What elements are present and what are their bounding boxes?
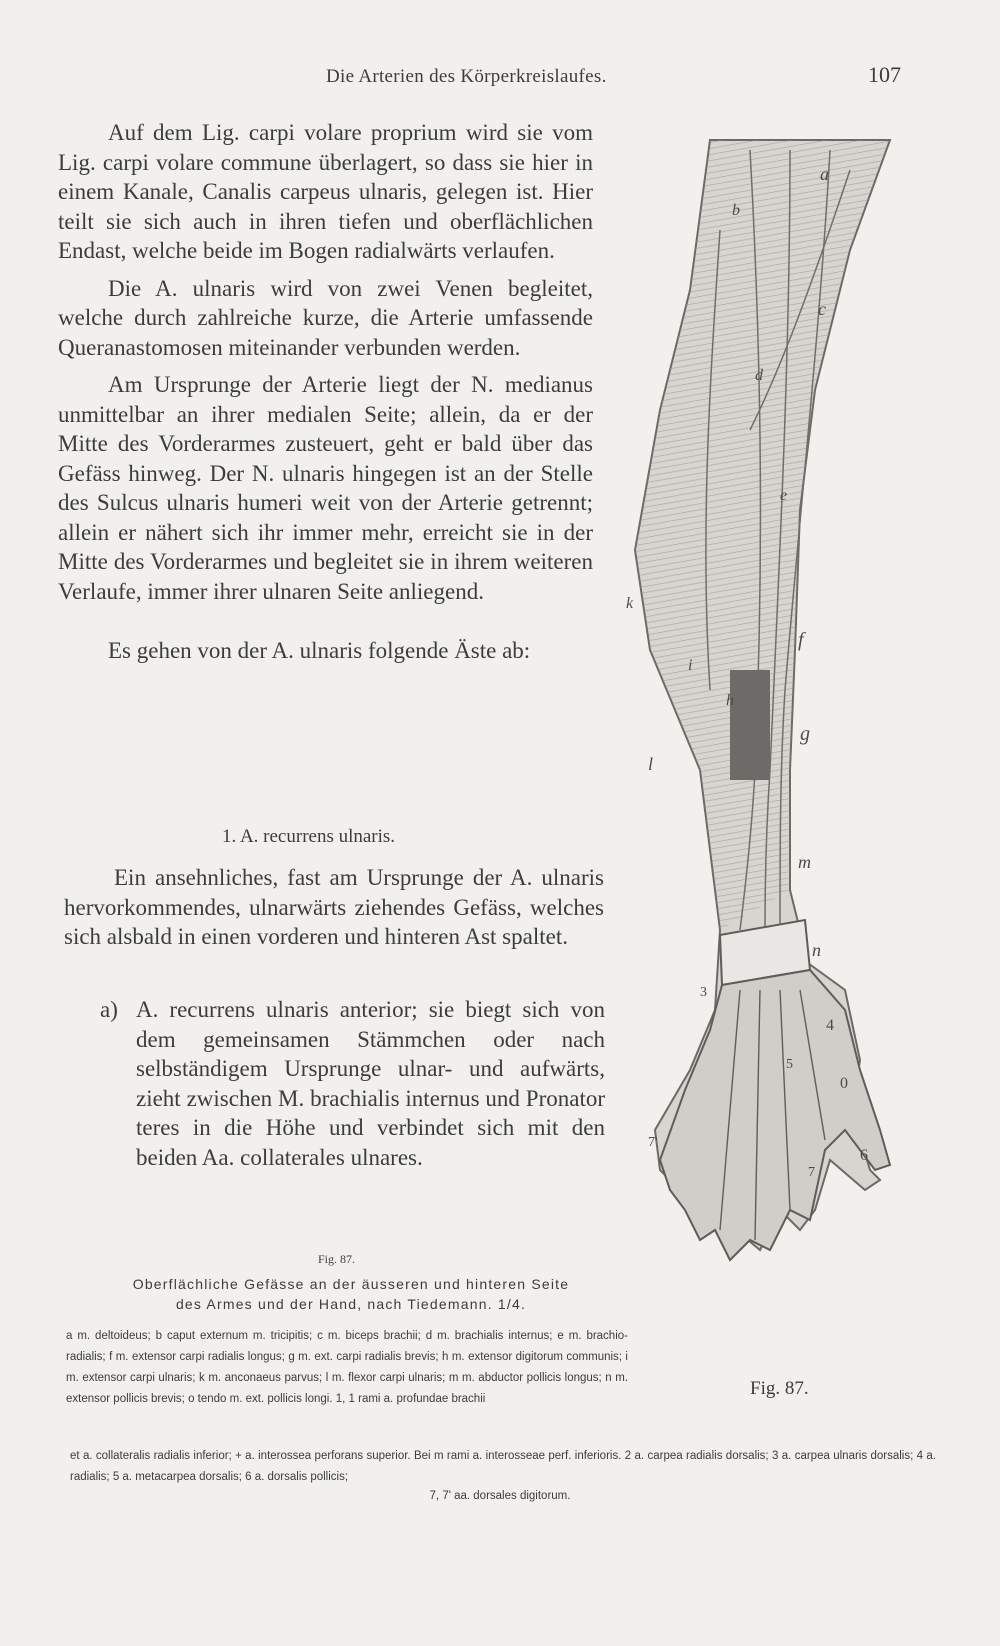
paragraph: Ein ansehnliches, fast am Ursprunge der A. ulnaris hervorkommendes, ulnarwärts ziehendes Gefäss, welches sich alsbald in einen vorderen und hinteren Ast spaltet. [64,865,604,949]
figure-label-right: Fig. 87. [750,1378,809,1399]
fig-letter-m: m [798,852,811,872]
fig-letter-4: 4 [826,1017,834,1034]
arm-illustration [626,130,910,1360]
recurrens-column [64,863,604,952]
running-head: Die Arterien des Körperkreislaufes. [326,66,607,87]
paragraph: Die A. ulnaris wird von zwei Venen begleitet, welche durch zahlreiche kurze, die Arterie umfassende Queranastomosen miteinander verbunden werden. [58,275,593,360]
fig-letter-o: 0 [840,1075,848,1092]
section-heading: 1. A. recurrens ulnaris. [222,826,396,847]
figure-legend-continued: et a. collateralis radialis inferior; + a. interossea perforans superior. Bei m rami a. interosseae perf. inferioris. 2 a. carpea radialis dorsalis; 3 a. carpea ulnaris dorsalis; 4 a. radialis; 5 a. metacarpea dorsalis; 6 a. dorsalis pollicis; [70,1450,936,1483]
figure-caption [66,1274,636,1314]
sub-item-text: A. recurrens ulnaris anterior; sie biegt sich von dem gemeinsamen Stämmchen oder nach selbständigem Ursprunge ulnar- und aufwärts, zieht zwischen M. brachialis internus und Pronator teres in die Höhe und verbindet sich mit den beiden Aa. collaterales ulnares. [136,997,605,1170]
fig-letter-7: 7 [808,1165,815,1180]
figure-label-small: Fig. 87. [318,1252,356,1266]
sub-item-mark: a) [100,997,118,1022]
fig-letter-b: b [732,202,740,219]
fig-letter-f: f [798,629,804,651]
fig-letter-i: i [688,657,693,674]
page-number: 107 [868,62,901,87]
paragraph: Es gehen von der A. ulnaris folgende Äste ab: [108,638,531,663]
fig-letter-3: 3 [700,985,707,1000]
fig-letter-a: a [820,164,829,184]
fig-letter-c: c [818,299,826,319]
paragraph: Am Ursprunge der Arterie liegt der N. medianus unmittelbar an ihrer medialen Seite; allein, da er der Mitte des Vorderarmes zusteuert, geht er bald über das Gefäss hinweg. Der N. ulnaris hingegen ist an der Stelle des Sulcus ulnaris humeri weit von der Arterie getrennt; allein er nähert sich ihr immer mehr, erreicht sie in der Mitte des Vorderarmes und begleitet sie in ihrem weiteren Verlaufe, immer ihrer ulnaren Seite anliegend. [58,372,593,604]
fig-letter-g: g [800,723,810,745]
caption-line: des Armes und der Hand, nach Tiedemann. 1/4. [175,1296,527,1312]
figure-legend-last: 7, 7' aa. dorsales digitorum. [429,1490,571,1502]
fig-letter-d: d [755,367,763,384]
fig-letter-l: l [648,754,654,774]
fig-letter-7prime: 7' [648,1135,658,1150]
fig-letter-6: 6 [860,1147,868,1164]
hand [660,970,890,1260]
caption-line: Oberflächliche Gefässe an der äusseren und hinteren Seite [132,1276,570,1292]
vessel-patch [730,670,770,780]
fig-letter-k: k [626,595,634,612]
fig-letter-n: n [812,940,821,960]
fig-letter-h: h [726,692,734,709]
figure-legend: a m. deltoideus; b caput externum m. tricipitis; c m. biceps brachii; d m. brachialis internus; e m. brachio-radialis; f m. extensor carpi radialis longus; g m. ext. carpi radialis brevis; h m. extensor digitorum communis; i m. extensor carpi ulnaris; k m. anconaeus parvus; l m. flexor carpi ulnaris; m m. abductor pollicis longus; n m. extensor pollicis brevis; o tendo m. ext. pollicis longi. 1, 1 rami a. profundae brachii [66,1330,628,1405]
main-text-column [58,118,593,674]
sub-item [100,995,605,1172]
fig-letter-e: e [780,487,788,504]
paragraph: Auf dem Lig. carpi volare proprium wird sie vom Lig. carpi volare commune überlagert, so dass sie hier in einem Kanale, Canalis carpeus ulnaris, gelegen ist. Hier teilt sie sich auch in ihren tiefen und oberflächlichen Endast, welche beide im Bogen radialwärts verlaufen. [58,120,593,263]
fig-letter-5: 5 [786,1057,793,1072]
